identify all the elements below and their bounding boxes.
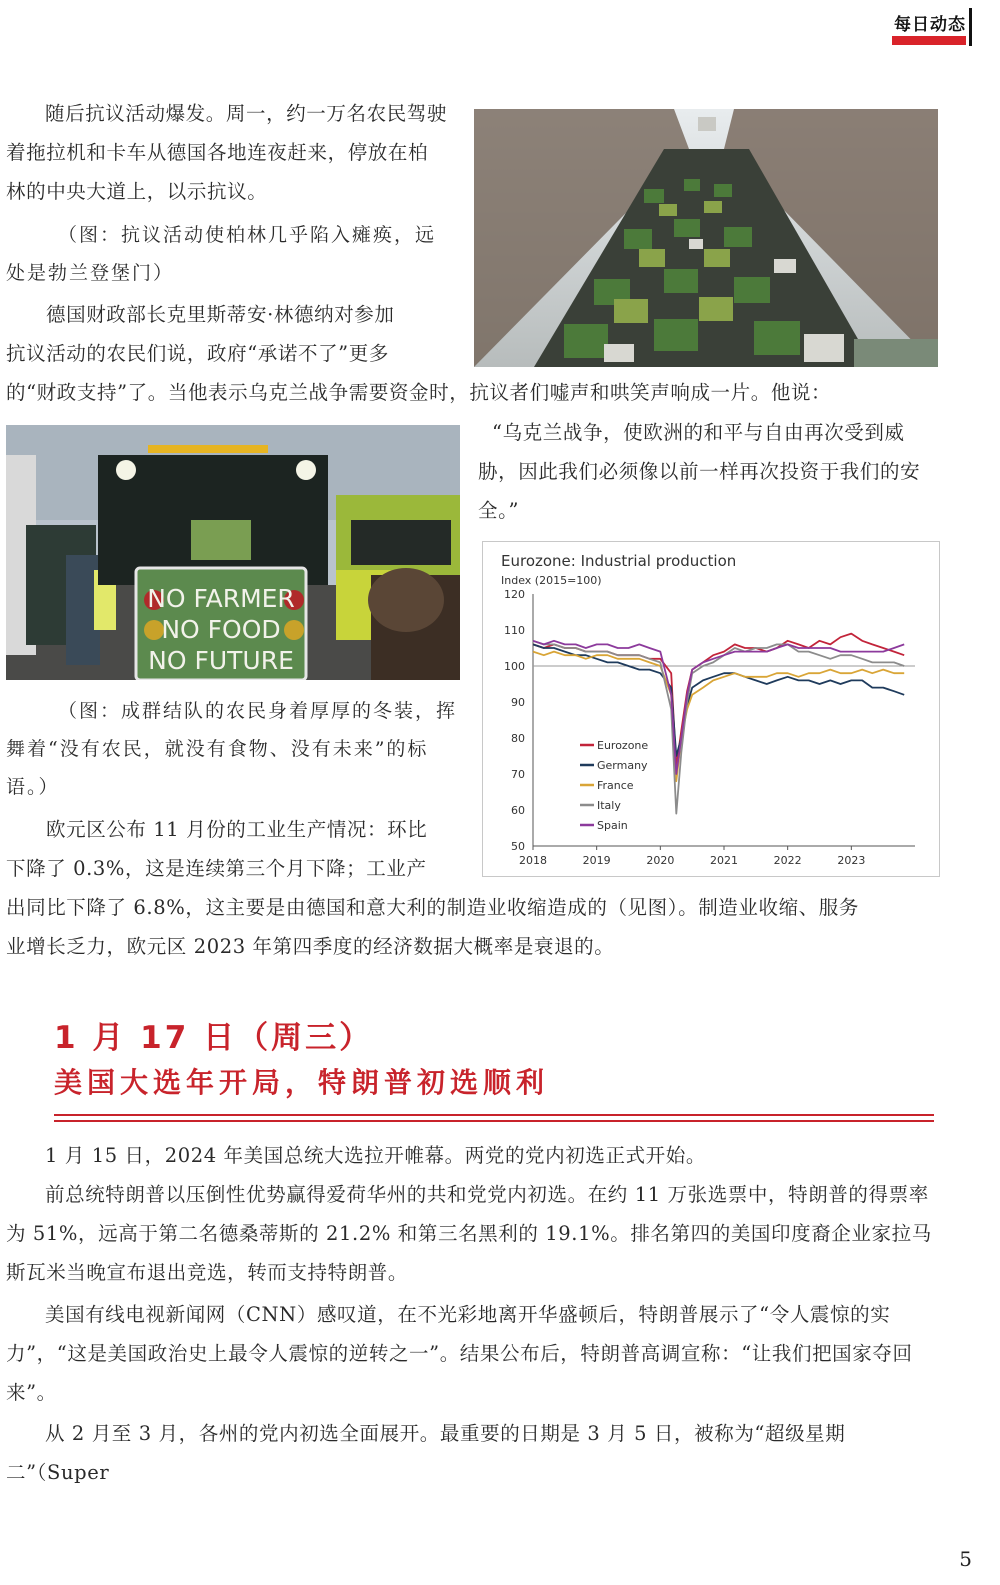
photo-tractors-berlin [474, 109, 938, 367]
paragraph-eurozone-line3: 出同比下降了 6.8%，这主要是由德国和意大利的制造业收缩造成的（见图）。制造业收缩、服务 [6, 896, 859, 919]
header-divider [969, 8, 972, 46]
sign-line1: NO FARMER [147, 584, 295, 613]
header-accent-bar [892, 36, 966, 45]
paragraph-eurozone-line2: 下降了 0.3%，这是连续第三个月下降；工业产 [6, 857, 427, 880]
paragraph-election-start: 1 月 15 日，2024 年美国总统大选拉开帷幕。两党的党内初选正式开始。 [45, 1144, 706, 1167]
chart-y-tick-label: 100 [504, 660, 525, 673]
chart-series-line-eurozone [533, 634, 904, 767]
chart-y-tick-label: 50 [511, 840, 525, 853]
paragraph-lindner-line3: 的“财政支持”了。当他表示乌克兰战争需要资金时，抗议者们嘘声和哄笑声响成一片。他说： [6, 381, 832, 404]
chart-y-tick-label: 120 [504, 588, 525, 601]
chart-series-line-italy [533, 641, 904, 814]
chart-legend-label-eurozone: Eurozone [597, 739, 649, 752]
chart-y-tick-label: 110 [504, 624, 525, 637]
chart-x-tick-label: 2018 [519, 854, 547, 867]
section-rule-top [54, 1114, 934, 1116]
chart-y-tick-label: 70 [511, 768, 525, 781]
chart-legend-label-france: France [597, 779, 634, 792]
chart-y-tick-label: 80 [511, 732, 525, 745]
section-header-label: 每日动态 [894, 15, 966, 35]
paragraph-super-tuesday: 从 2 月至 3 月，各州的党内初选全面展开。最重要的日期是 3 月 5 日，被称为“超级星期二”（Super [6, 1422, 846, 1484]
paragraph-cnn: 美国有线电视新闻网（CNN）感叹道，在不光彩地离开华盛顿后，特朗普展示了“令人震惊的实力”，“这是美国政治史上最令人震惊的逆转之一”。结果公布后，特朗普高调宣称：“让我们把国家夺回来”。 [6, 1303, 913, 1404]
paragraph-iowa-results: 前总统特朗普以压倒性优势赢得爱荷华州的共和党党内初选。在约 11 万张选票中，特朗普的得票率为 51%，远高于第二名德桑蒂斯的 21.2% 和第三名黑利的 19.1%。排名第四的美国印度裔企业家拉马斯瓦米当晚宣布退出竞选，转而支持特朗普。 [6, 1183, 932, 1284]
paragraph-lindner-line2: 抗议活动的农民们说，政府“承诺不了”更多 [6, 342, 389, 365]
sign-line2: NO FOOD [161, 615, 281, 644]
chart-title: Eurozone: Industrial production [501, 552, 737, 570]
quote-lindner: “乌克兰战争，使欧洲的和平与自由再次受到威胁，因此我们必须像以前一样再次投资于我们的安全。” [478, 421, 921, 522]
chart-x-tick-label: 2019 [582, 854, 611, 867]
chart-series-line-germany [533, 644, 904, 756]
section-rule-bottom [54, 1120, 934, 1122]
chart-y-tick-label: 60 [511, 804, 525, 817]
photo-caption-no-farmer: （图：成群结队的农民身着厚厚的冬装，挥舞着“没有农民，就没有食物、没有未来”的标语。） [6, 700, 458, 798]
chart-legend-label-spain: Spain [597, 819, 628, 832]
chart-x-tick-label: 2023 [837, 854, 866, 867]
chart-legend-label-italy: Italy [597, 799, 621, 812]
photo-no-farmer-sign [6, 425, 460, 680]
chart-eurozone-industrial-production [482, 541, 940, 877]
chart-series-line-france [533, 652, 904, 782]
page-number: 5 [959, 1547, 972, 1571]
chart-legend-label-germany: Germany [597, 759, 648, 772]
chart-subtitle: Index (2015=100) [501, 574, 602, 587]
paragraph-eurozone-line1: 欧元区公布 11 月份的工业生产情况：环比 [46, 818, 428, 841]
section-title-heading: 美国大选年开局，特朗普初选顺利 [54, 1066, 550, 1099]
sign-line3: NO FUTURE [148, 646, 294, 675]
chart-x-tick-label: 2021 [710, 854, 738, 867]
chart-series-line-spain [533, 641, 904, 774]
paragraph-eurozone-line4: 业增长乏力，欧元区 2023 年第四季度的经济数据大概率是衰退的。 [6, 935, 615, 958]
section-date-heading: 1 月 17 日（周三） [54, 1020, 374, 1056]
photo-caption-berlin: （图：抗议活动使柏林几乎陷入瘫痪，远处是勃兰登堡门） [6, 224, 437, 284]
chart-y-tick-label: 90 [511, 696, 525, 709]
chart-x-tick-label: 2020 [646, 854, 675, 867]
paragraph-protest-start: 随后抗议活动爆发。周一，约一万名农民驾驶着拖拉机和卡车从德国各地连夜赶来，停放在柏林的中央大道上，以示抗议。 [6, 102, 448, 203]
chart-x-tick-label: 2022 [773, 854, 802, 867]
paragraph-lindner-line1: 德国财政部长克里斯蒂安·林德纳对参加 [46, 303, 395, 326]
